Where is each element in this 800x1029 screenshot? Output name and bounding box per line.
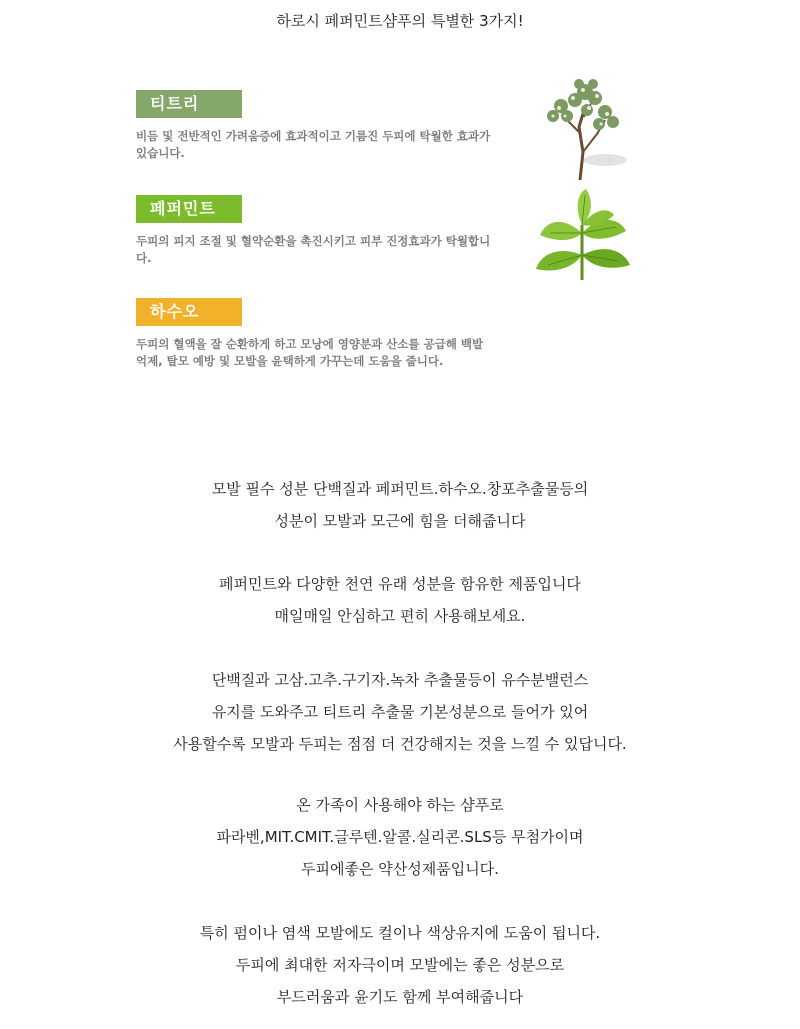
peppermint-image <box>528 185 636 285</box>
paragraph-line: 온 가족이 사용해야 하는 샴푸로 <box>296 796 504 814</box>
ingredient-peppermint <box>136 195 516 267</box>
paragraph-line: 부드러움과 윤기도 함께 부여해줍니다 <box>276 988 524 1006</box>
paragraph-line: 특히 펌이나 염색 모발에도 컬이나 색상유지에 도움이 됩니다. <box>199 924 601 942</box>
paragraph-1 <box>0 473 800 537</box>
paragraph-line: 두피에좋은 약산성제품입니다. <box>301 860 499 878</box>
ingredient-badge: 티트리 <box>136 90 242 118</box>
ingredient-fo-ti <box>136 298 516 370</box>
paragraph-line: 모발 필수 성분 단백질과 페퍼민트.하수오.창포추출물등의 <box>211 480 589 498</box>
paragraph-line: 파라벤,MIT.CMIT.글루텐.알콜.실리콘.SLS등 무첨가이며 <box>216 828 584 846</box>
paragraph-line: 단백질과 고삼.고추.구기자.녹차 추출물등이 유수분밸런스 <box>211 671 589 689</box>
ingredient-description: 비듬 및 전반적인 가려움증에 효과적이고 기름진 두피에 탁월한 효과가 있습니다. <box>136 129 491 160</box>
ingredient-badge: 페퍼민트 <box>136 195 242 223</box>
ingredient-tea-tree <box>136 90 516 162</box>
page-headline: 하로시 페퍼민트샴푸의 특별한 3가지! <box>276 12 524 30</box>
paragraph-5 <box>0 917 800 1013</box>
paragraph-line: 성분이 모발과 모근에 힘을 더해줍니다 <box>274 512 526 530</box>
paragraph-line: 페퍼민트와 다양한 천연 유래 성분을 함유한 제품입니다 <box>219 575 581 593</box>
paragraph-3 <box>0 664 800 760</box>
ingredient-description: 두피의 혈액을 잘 순환하게 하고 모낭에 영양분과 산소를 공급해 백발 억제, 탈모 예방 및 모발을 윤택하게 가꾸는데 도움을 줍니다. <box>136 337 484 368</box>
paragraph-2 <box>0 568 800 632</box>
paragraph-line: 유지를 도와주고 티트리 추출물 기본성분으로 들어가 있어 <box>211 703 589 721</box>
paragraph-line: 매일매일 안심하고 편히 사용해보세요. <box>274 607 526 625</box>
paragraph-line: 두피에 최대한 저자극이며 모발에는 좋은 성분으로 <box>235 956 565 974</box>
ingredient-description: 두피의 피지 조절 및 혈약순환을 촉진시키고 피부 진정효과가 탁월합니다. <box>136 234 491 265</box>
paragraph-line: 사용할수록 모발과 두피는 점점 더 건강해지는 것을 느낄 수 있답니다. <box>173 735 627 753</box>
paragraph-4 <box>0 789 800 885</box>
tea-tree-image <box>535 72 635 184</box>
ingredient-badge: 하수오 <box>136 298 242 326</box>
